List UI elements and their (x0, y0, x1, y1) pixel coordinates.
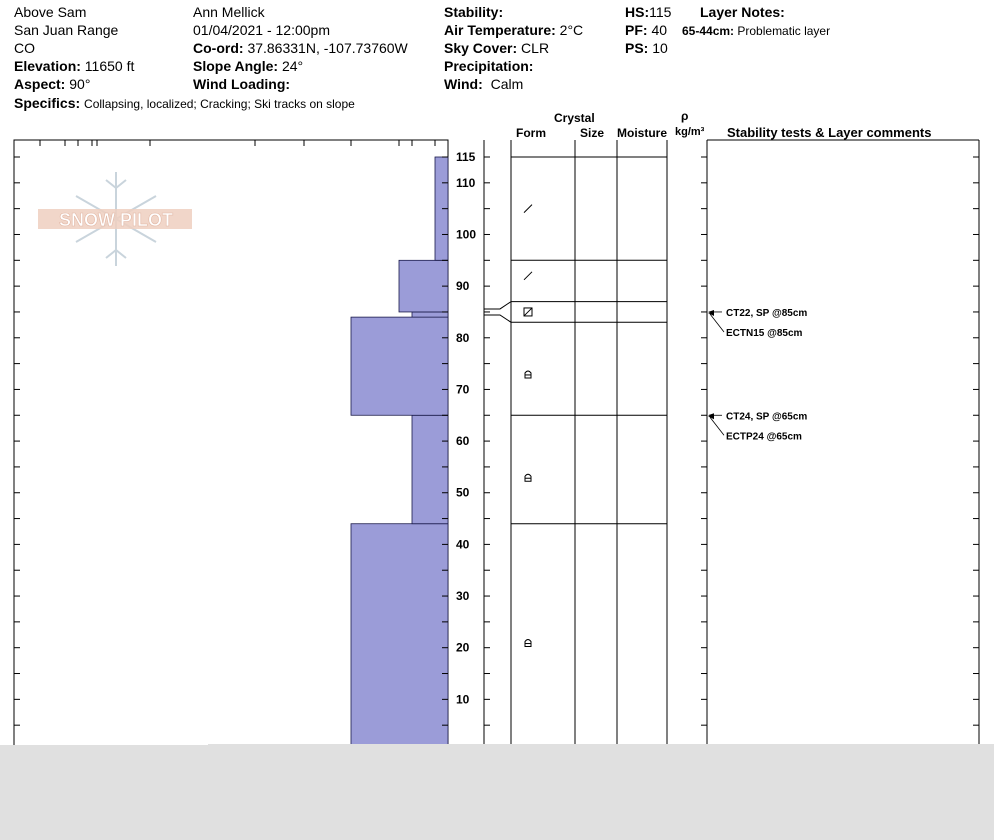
crystal-form-symbol (524, 205, 532, 213)
elevation-label: Elevation: (14, 58, 81, 74)
crystal-form-symbol (524, 308, 532, 316)
precipitation-label: Precipitation: (444, 58, 534, 74)
depth-tick-label: 80 (456, 330, 470, 345)
hardness-bar (412, 312, 448, 317)
specifics-label: Specifics: (14, 95, 81, 111)
pf-value: 40 (651, 22, 668, 38)
coord-label: Co-ord: (193, 40, 244, 56)
depth-tick-label: 90 (456, 279, 470, 294)
depth-tick-label: 70 (456, 382, 470, 397)
depth-tick-label: 110 (456, 175, 476, 190)
layer-notes-label: Layer Notes: (700, 4, 785, 20)
layer-connector (484, 302, 511, 309)
depth-tick-label: 100 (456, 227, 477, 242)
air-temp-value: 2°C (559, 22, 584, 38)
test-arrow (710, 417, 724, 435)
hs-label: HS: (625, 4, 650, 20)
crystal-form-symbol (525, 371, 531, 378)
elevation-value: 11650 ft (84, 58, 135, 74)
stability-test-label: ECTN15 @85cm (726, 327, 803, 339)
location-name: Above Sam (14, 4, 87, 20)
wind-label: Wind: (444, 76, 483, 92)
slope-label: Slope Angle: (193, 58, 279, 74)
coord-value: 37.86331N, -107.73760W (247, 40, 408, 56)
depth-tick-label: 40 (456, 537, 470, 552)
air-temp-label: Air Temperature: (444, 22, 556, 38)
comments-header: Stability tests & Layer comments (727, 125, 932, 140)
depth-tick-label: 20 (456, 640, 470, 655)
hs-value: 115 (649, 4, 672, 20)
depth-tick-label: 30 (456, 589, 470, 604)
datetime: 01/04/2021 - 12:00pm (193, 22, 330, 38)
stability-test-label: CT22, SP @85cm (726, 307, 808, 319)
mountain-range: San Juan Range (14, 22, 119, 38)
wind-loading-label: Wind Loading: (193, 76, 291, 92)
pf-label: PF: (625, 22, 648, 38)
stability-test-label: ECTP24 @65cm (726, 431, 802, 443)
hardness-bar (412, 415, 448, 523)
hardness-bar (399, 260, 448, 312)
density-unit-header: kg/m³ (675, 126, 705, 138)
crystal-box-diagonal (524, 308, 532, 316)
aspect-label: Aspect: (14, 76, 66, 92)
aspect-value: 90° (69, 76, 91, 92)
footer-panel (0, 745, 994, 840)
crystal-header: Crystal (554, 111, 595, 125)
snowpilot-logo (38, 172, 192, 266)
stability-label: Stability: (444, 4, 504, 20)
state: CO (14, 40, 35, 56)
size-header: Size (580, 126, 605, 140)
sky-label: Sky Cover: (444, 40, 518, 56)
specifics-value: Collapsing, localized; Cracking; Ski tracks on slope (84, 97, 355, 111)
ps-label: PS: (625, 40, 649, 56)
rho-header: ρ (681, 109, 689, 123)
depth-tick-label: 50 (456, 485, 470, 500)
layer-note-text: Problematic layer (737, 24, 831, 38)
moisture-header: Moisture (617, 126, 668, 140)
stability-test-label: CT24, SP @65cm (726, 411, 808, 423)
test-arrow (710, 314, 724, 332)
wind-value: Calm (490, 76, 524, 92)
crystal-form-symbol (525, 474, 531, 481)
ps-value: 10 (652, 40, 668, 56)
depth-tick-label: 115 (456, 150, 476, 164)
depth-tick-label: 10 (456, 692, 470, 707)
logo-text: SNOW PILOT (59, 210, 173, 230)
crystal-form-symbol (524, 272, 532, 280)
hardness-bar (351, 524, 448, 751)
depth-tick-label: 60 (456, 434, 470, 449)
layer-connector (484, 315, 511, 322)
observer: Ann Mellick (193, 4, 265, 20)
sky-value: CLR (521, 40, 550, 56)
layer-note-range: 65-44cm: (682, 24, 735, 38)
crystal-form-symbol (525, 640, 531, 647)
form-header: Form (516, 126, 546, 140)
hardness-bar (351, 317, 448, 415)
slope-value: 24° (281, 58, 304, 74)
